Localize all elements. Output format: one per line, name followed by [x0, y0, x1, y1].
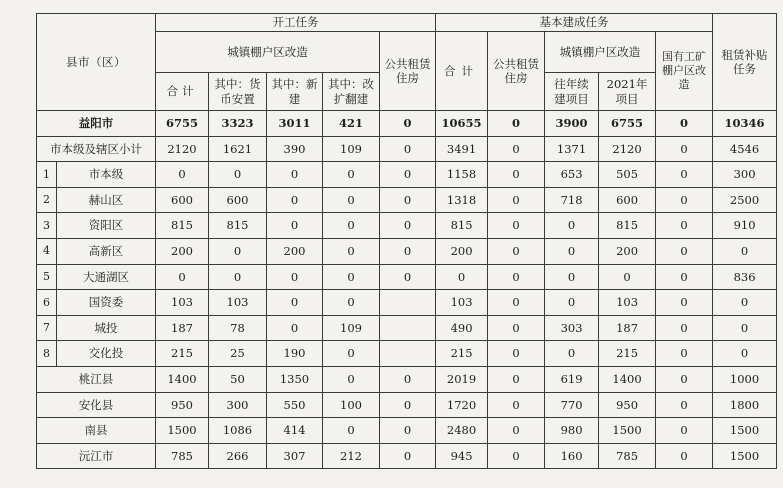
table-cell: 3900: [545, 111, 599, 137]
table-cell: 619: [545, 366, 599, 392]
table-cell: 0: [488, 264, 545, 290]
table-cell: 25: [209, 341, 267, 367]
row-name: 赫山区: [57, 187, 156, 213]
table-cell: 980: [545, 418, 599, 444]
row-name: 城投: [57, 315, 156, 341]
table-cell: 0: [323, 341, 380, 367]
table-cell: 4546: [713, 136, 777, 162]
start-shantytown-header: 城镇棚户区改造: [156, 32, 380, 73]
table-cell: 215: [156, 341, 209, 367]
table-cell: 815: [436, 213, 488, 239]
table-cell: 1371: [545, 136, 599, 162]
table-cell: 10655: [436, 111, 488, 137]
table-cell: 103: [436, 290, 488, 316]
table-cell: 1720: [436, 392, 488, 418]
row-index: 8: [37, 341, 57, 367]
table-cell: 215: [436, 341, 488, 367]
table-cell: 0: [156, 264, 209, 290]
table-cell: 0: [488, 315, 545, 341]
table-cell: 10346: [713, 111, 777, 137]
table-cell: 50: [209, 366, 267, 392]
table-cell: 0: [488, 111, 545, 137]
table-cell: 0: [267, 315, 323, 341]
table-row: [37, 366, 777, 392]
table-cell: 0: [267, 162, 323, 188]
table-cell: 600: [599, 187, 656, 213]
table-cell: 0: [380, 238, 436, 264]
table-cell: 0: [380, 392, 436, 418]
basic-tasks-header: 基本建成任务: [436, 14, 713, 32]
table-cell: 212: [323, 443, 380, 469]
table-cell: 0: [323, 187, 380, 213]
table-cell: 0: [323, 162, 380, 188]
table-cell: 0: [656, 187, 713, 213]
table-cell: 0: [488, 213, 545, 239]
table-cell: 1800: [713, 392, 777, 418]
table-cell: 945: [436, 443, 488, 469]
table-cell: 0: [545, 341, 599, 367]
table-cell: 0: [488, 418, 545, 444]
table-cell: 0: [713, 341, 777, 367]
table-cell: 950: [156, 392, 209, 418]
table-cell: 2120: [599, 136, 656, 162]
table-row: [37, 136, 777, 162]
table-cell: 1621: [209, 136, 267, 162]
year-2021-header: 2021年项目: [599, 73, 656, 111]
table-cell: [380, 315, 436, 341]
table-cell: 718: [545, 187, 599, 213]
table-cell: 1500: [713, 443, 777, 469]
table-cell: 1318: [436, 187, 488, 213]
table-cell: 307: [267, 443, 323, 469]
table-cell: 266: [209, 443, 267, 469]
row-name: 高新区: [57, 238, 156, 264]
table-cell: 0: [545, 290, 599, 316]
table-cell: 200: [156, 238, 209, 264]
table-cell: 0: [209, 162, 267, 188]
table-cell: 0: [656, 238, 713, 264]
basic-public-rental-header: 公共租赁住房: [488, 32, 545, 111]
table-cell: 3011: [267, 111, 323, 137]
table-cell: 160: [545, 443, 599, 469]
table-cell: 1500: [599, 418, 656, 444]
table-cell: 0: [267, 290, 323, 316]
table-cell: 390: [267, 136, 323, 162]
table-cell: 0: [656, 366, 713, 392]
start-total-header: 合计: [156, 73, 209, 111]
row-name: 资阳区: [57, 213, 156, 239]
table-row: [37, 238, 777, 264]
table-cell: 770: [545, 392, 599, 418]
table-cell: 785: [156, 443, 209, 469]
table-cell: 109: [323, 315, 380, 341]
new-build-header: 其中：新 建: [267, 73, 323, 111]
table-cell: 815: [599, 213, 656, 239]
table-cell: 1158: [436, 162, 488, 188]
table-cell: 0: [488, 162, 545, 188]
row-index: 5: [37, 264, 57, 290]
table-cell: 0: [656, 392, 713, 418]
table-cell: 190: [267, 341, 323, 367]
table-cell: 0: [488, 187, 545, 213]
table-cell: 0: [488, 341, 545, 367]
table-cell: 1000: [713, 366, 777, 392]
table-row: [37, 264, 777, 290]
table-cell: 0: [545, 213, 599, 239]
table-cell: 103: [156, 290, 209, 316]
basic-total-header: 合计: [436, 32, 488, 111]
table-row: [37, 418, 777, 444]
table-cell: 0: [656, 111, 713, 137]
row-name: 市本级: [57, 162, 156, 188]
row-index: 2: [37, 187, 57, 213]
table-cell: 78: [209, 315, 267, 341]
row-name: 市本级及辖区小计: [37, 136, 156, 162]
table-cell: 0: [267, 264, 323, 290]
table-row: [37, 187, 777, 213]
table-cell: 0: [656, 315, 713, 341]
table-cell: [380, 290, 436, 316]
table-cell: 0: [323, 264, 380, 290]
table-cell: 0: [488, 443, 545, 469]
table-cell: 300: [209, 392, 267, 418]
table-cell: 215: [599, 341, 656, 367]
table-cell: 2120: [156, 136, 209, 162]
table-cell: 1500: [713, 418, 777, 444]
row-name: 南县: [37, 418, 156, 444]
table-cell: 0: [380, 264, 436, 290]
row-index: 3: [37, 213, 57, 239]
table-row: [37, 315, 777, 341]
table-cell: 0: [488, 366, 545, 392]
table-cell: 1350: [267, 366, 323, 392]
table-cell: 300: [713, 162, 777, 188]
table-row: [37, 111, 777, 137]
row-name: 沅江市: [37, 443, 156, 469]
table-cell: 6755: [156, 111, 209, 137]
table-cell: 910: [713, 213, 777, 239]
table-cell: 836: [713, 264, 777, 290]
table-cell: 0: [323, 213, 380, 239]
row-name: 交化投: [57, 341, 156, 367]
table-cell: 0: [323, 418, 380, 444]
table-cell: 0: [323, 290, 380, 316]
table-cell: [380, 341, 436, 367]
table-row: [37, 392, 777, 418]
county-header: 县市（区）: [37, 14, 156, 111]
row-index: 6: [37, 290, 57, 316]
row-index: 4: [37, 238, 57, 264]
row-name: 国资委: [57, 290, 156, 316]
row-index: 7: [37, 315, 57, 341]
table-cell: 414: [267, 418, 323, 444]
table-cell: 200: [436, 238, 488, 264]
table-cell: 0: [436, 264, 488, 290]
table-row: [37, 443, 777, 469]
table-cell: 0: [156, 162, 209, 188]
table-cell: 0: [380, 418, 436, 444]
table-cell: 3323: [209, 111, 267, 137]
monetary-header: 其中：货币安置: [209, 73, 267, 111]
table-cell: 653: [545, 162, 599, 188]
table-cell: 1086: [209, 418, 267, 444]
table-cell: 103: [599, 290, 656, 316]
table-cell: 0: [209, 238, 267, 264]
table-cell: 0: [380, 443, 436, 469]
table-cell: 6755: [599, 111, 656, 137]
table-cell: 0: [656, 136, 713, 162]
table-cell: 950: [599, 392, 656, 418]
header-row-1: [37, 14, 777, 32]
table-cell: 0: [488, 238, 545, 264]
table-cell: 303: [545, 315, 599, 341]
table-row: [37, 162, 777, 188]
table-cell: 1400: [156, 366, 209, 392]
table-row: [37, 290, 777, 316]
table-cell: 815: [156, 213, 209, 239]
table-cell: 2480: [436, 418, 488, 444]
table-cell: 3491: [436, 136, 488, 162]
table-cell: 0: [209, 264, 267, 290]
table-cell: 600: [209, 187, 267, 213]
table-cell: 0: [488, 392, 545, 418]
table-cell: 0: [599, 264, 656, 290]
table-cell: 187: [156, 315, 209, 341]
table-cell: 109: [323, 136, 380, 162]
table-cell: 0: [323, 238, 380, 264]
row-name: 桃江县: [37, 366, 156, 392]
table-cell: 0: [656, 162, 713, 188]
table-cell: 1400: [599, 366, 656, 392]
table-cell: 0: [545, 264, 599, 290]
table-cell: 200: [599, 238, 656, 264]
start-tasks-header: 开工任务: [156, 14, 436, 32]
table-cell: 600: [156, 187, 209, 213]
table-cell: 2019: [436, 366, 488, 392]
table-cell: 421: [323, 111, 380, 137]
table-cell: 0: [323, 366, 380, 392]
table-row: [37, 213, 777, 239]
table-cell: 0: [656, 443, 713, 469]
table-cell: 0: [656, 418, 713, 444]
rent-subsidy-header: 租赁补贴任务: [713, 14, 777, 111]
start-public-rental-header: 公共租赁住房: [380, 32, 436, 111]
table-cell: 0: [656, 264, 713, 290]
table-cell: 0: [380, 162, 436, 188]
table-row: [37, 341, 777, 367]
table-cell: 187: [599, 315, 656, 341]
basic-shantytown-header: 城镇棚户区改造: [545, 32, 656, 73]
table-cell: 550: [267, 392, 323, 418]
row-index: 1: [37, 162, 57, 188]
renovation-header: 其中：改扩翻建: [323, 73, 380, 111]
table-cell: 490: [436, 315, 488, 341]
table-cell: 0: [656, 213, 713, 239]
table-cell: 505: [599, 162, 656, 188]
row-name: 安化县: [37, 392, 156, 418]
table-cell: 0: [488, 290, 545, 316]
row-name: 大通湖区: [57, 264, 156, 290]
table-cell: 0: [380, 187, 436, 213]
table-cell: 0: [380, 136, 436, 162]
table-cell: 0: [380, 111, 436, 137]
state-mining-header: 国有工矿棚户区改造: [656, 32, 713, 111]
table-cell: 0: [713, 315, 777, 341]
row-name: 益阳市: [37, 111, 156, 137]
table-cell: 100: [323, 392, 380, 418]
table-cell: 200: [267, 238, 323, 264]
housing-task-table: [36, 13, 777, 469]
table-cell: 0: [380, 213, 436, 239]
prev-years-header: 往年续建项目: [545, 73, 599, 111]
table-cell: 0: [656, 341, 713, 367]
table-cell: 0: [267, 213, 323, 239]
table-cell: 0: [380, 366, 436, 392]
table-cell: 103: [209, 290, 267, 316]
table-cell: 2500: [713, 187, 777, 213]
table-cell: 0: [656, 290, 713, 316]
table-cell: 785: [599, 443, 656, 469]
table-cell: 0: [488, 136, 545, 162]
table-cell: 1500: [156, 418, 209, 444]
table-cell: 0: [713, 290, 777, 316]
table-cell: 0: [545, 238, 599, 264]
table-cell: 0: [267, 187, 323, 213]
table-cell: 815: [209, 213, 267, 239]
table-cell: 0: [713, 238, 777, 264]
